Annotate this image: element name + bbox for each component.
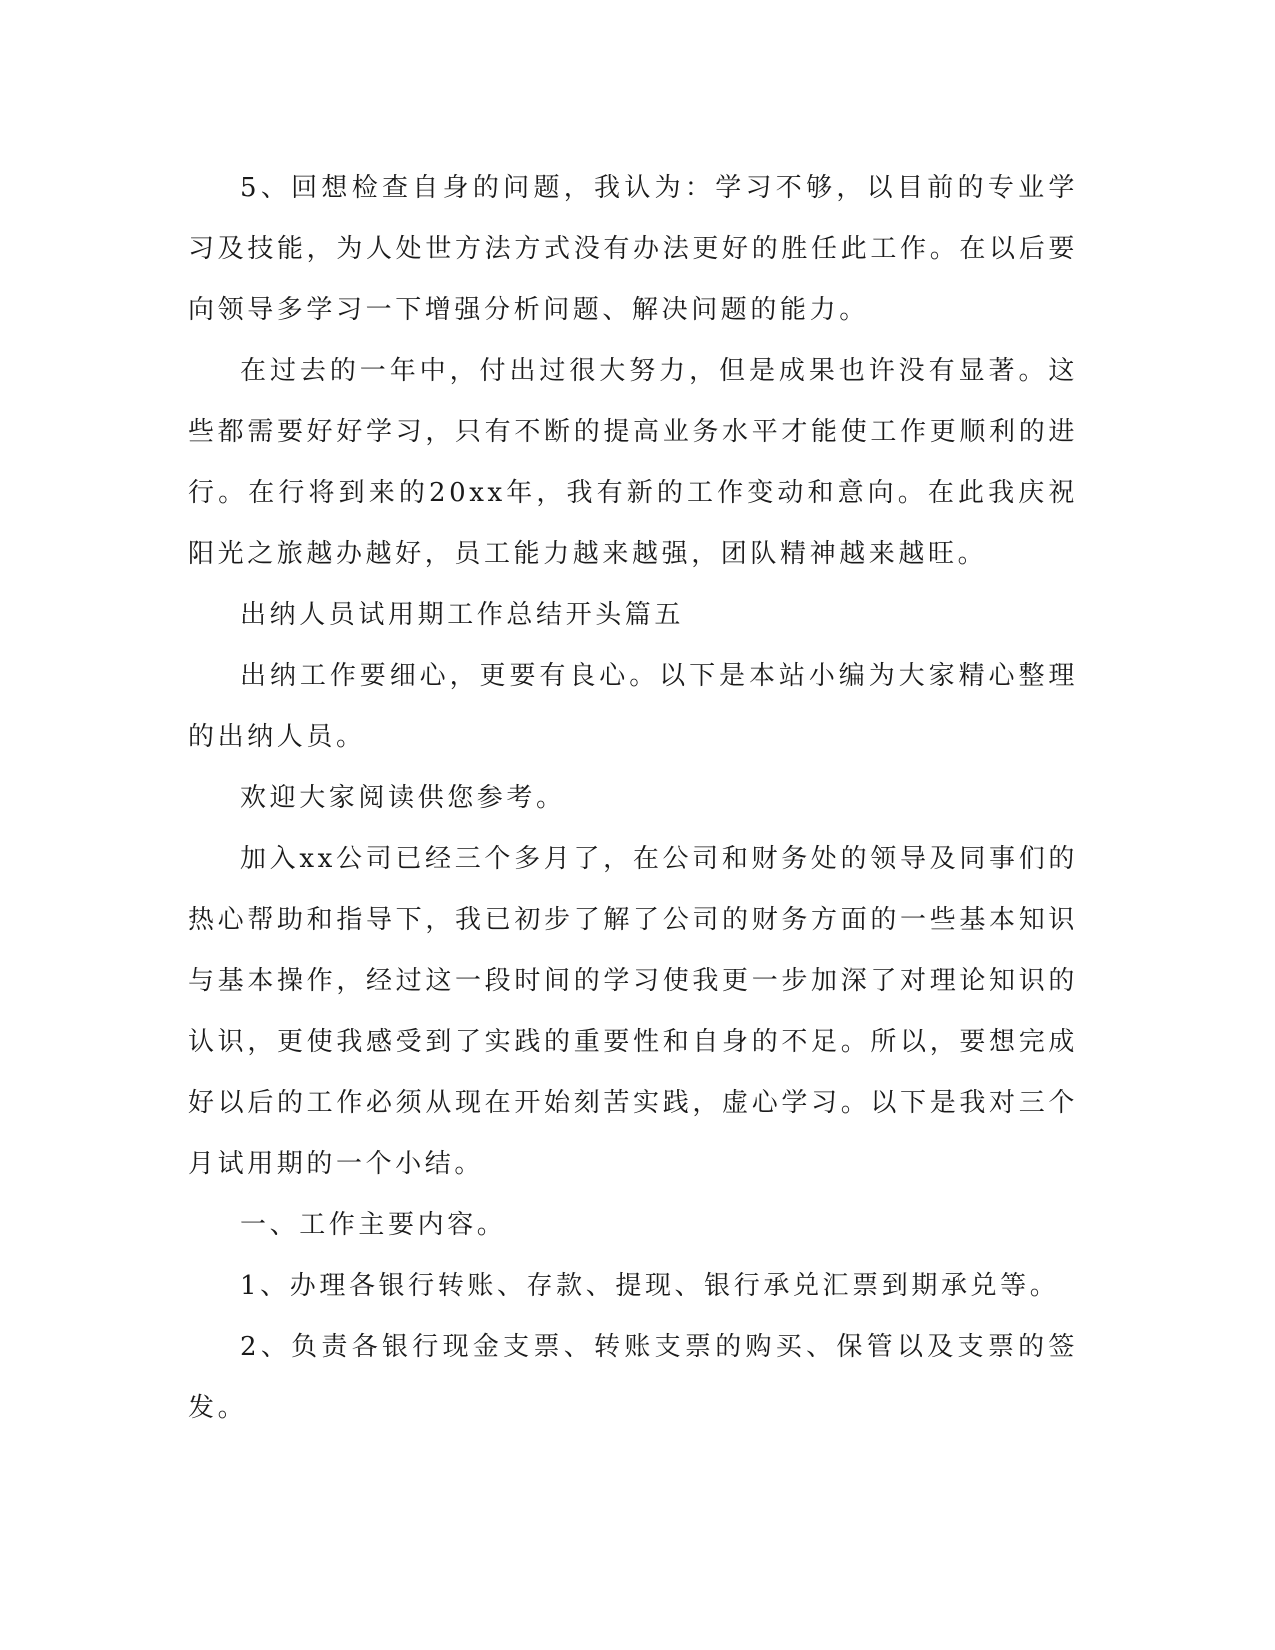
list-item-1: 1、办理各银行转账、存款、提现、银行承兑汇票到期承兑等。: [240, 1271, 1060, 1301]
section-heading-main-work: 一、工作主要内容。: [240, 1210, 507, 1240]
document-body: [188, 158, 1078, 1439]
paragraph-joining-company: 加入xx公司已经三个多月了，在公司和财务处的领导及同事们的热心帮助和指导下，我已初步了解了公司的财务方面的一些基本知识与基本操作，经过这一段时间的学习使我更一步加深了对理论知识的认识，更使我感受到了实践的重要性和自身的不足。所以，要想完成好以后的工作必须从现在开始刻苦实践，虚心学习。以下是我对三个月试用期的一个小结。: [188, 844, 1078, 1179]
section-heading-part-five: 出纳人员试用期工作总结开头篇五: [240, 600, 685, 630]
paragraph-intro: 出纳工作要细心，更要有良心。以下是本站小编为大家精心整理的出纳人员。: [188, 661, 1078, 752]
list-item-2: 2、负责各银行现金支票、转账支票的购买、保管以及支票的签发。: [188, 1332, 1078, 1423]
paragraph-past-year: 在过去的一年中，付出过很大努力，但是成果也许没有显著。这些都需要好好学习，只有不断的提高业务水平才能使工作更顺利的进行。在行将到来的20xx年，我有新的工作变动和意向。在此我庆祝阳光之旅越办越好，员工能力越来越强，团队精神越来越旺。: [188, 356, 1078, 569]
paragraph-welcome: 欢迎大家阅读供您参考。: [240, 783, 566, 813]
paragraph-self-review: 5、回想检查自身的问题，我认为：学习不够，以目前的专业学习及技能，为人处世方法方式没有办法更好的胜任此工作。在以后要向领导多学习一下增强分析问题、解决问题的能力。: [188, 173, 1078, 325]
